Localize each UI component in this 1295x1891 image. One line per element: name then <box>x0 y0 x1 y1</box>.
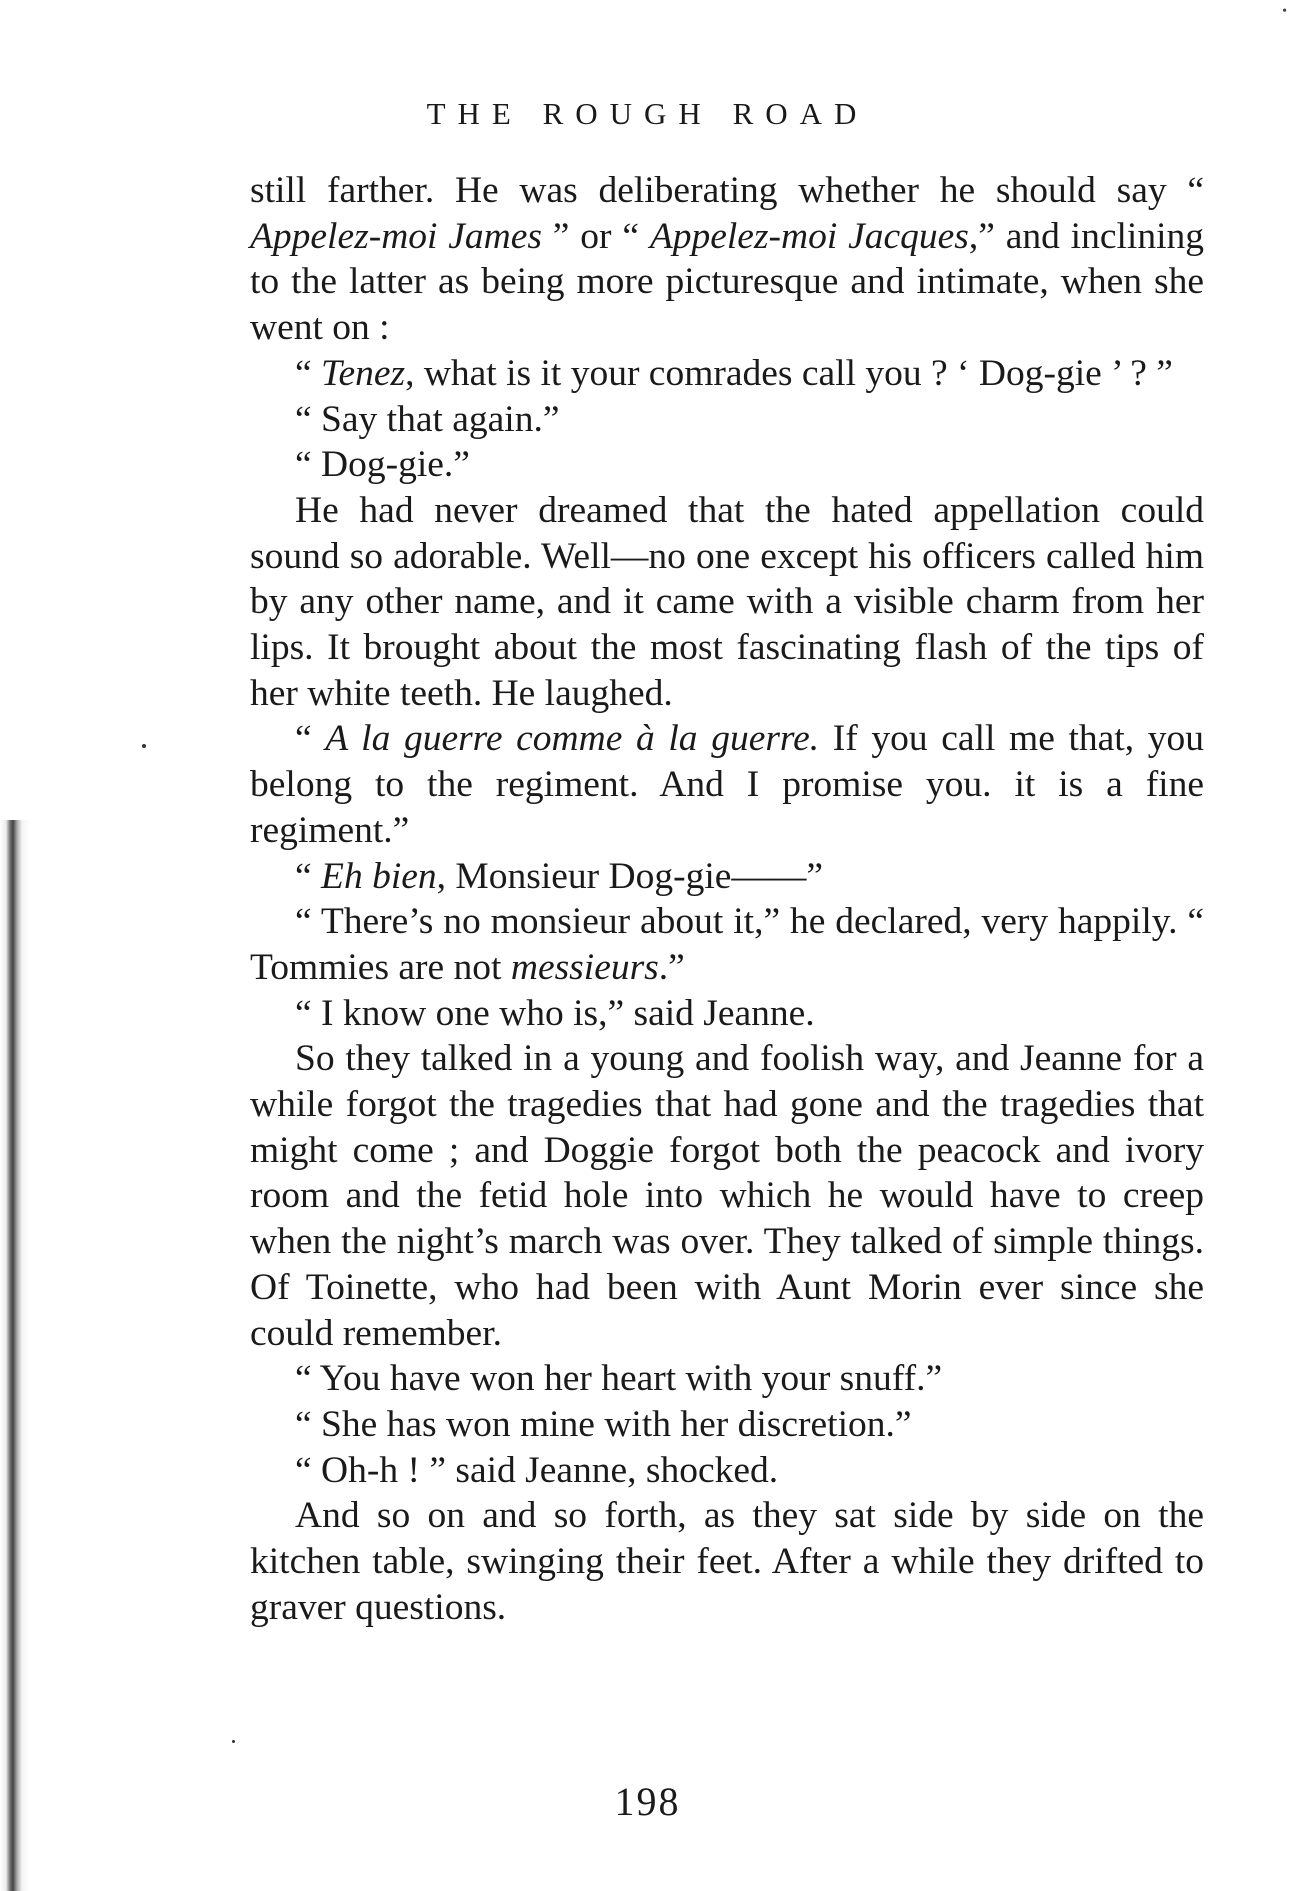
paragraph <box>250 397 1204 443</box>
paragraph <box>250 168 1204 351</box>
text-run: “ You have won her heart with your snuff.” <box>295 1358 943 1400</box>
text-run: ,” and inclining to the latter as being more picturesque and intimate, when she went on : <box>250 215 1204 349</box>
paragraph <box>250 716 1204 853</box>
binding-shadow <box>0 820 30 1891</box>
italic-run: A la guerre comme à la guerre. <box>325 718 820 760</box>
italic-run: Appelez-moi Jacques <box>649 215 969 257</box>
text-run: .” <box>658 946 685 988</box>
text-run: “ I know one who is,” said Jeanne. <box>295 992 815 1034</box>
italic-run: Eh bien <box>321 855 437 897</box>
ink-speck-icon <box>142 744 146 748</box>
paragraph <box>250 899 1204 990</box>
text-run: “ <box>295 352 322 394</box>
running-head: THE ROUGH ROAD <box>426 96 869 131</box>
paragraph <box>250 854 1204 900</box>
paragraph <box>250 991 1204 1037</box>
paragraph <box>250 488 1204 717</box>
paragraph <box>250 1493 1204 1630</box>
text-run: So they talked in a young and foolish way, and Jeanne for a while forgot the tragedies that had gone and the tragedies that might come ; and Doggie forgot both the peacock and ivory room and the fetid hole into which he would have to creep when the night’s march was over. They talked of simple things. Of Toinette, who had been with Aunt Morin ever since she could remember. <box>250 1038 1204 1354</box>
text-run: “ There’s no monsieur about it,” he declared, very happily. “ Tommies are not <box>250 901 1204 988</box>
italic-run: messieurs <box>510 946 659 988</box>
text-run: “ Oh-h ! ” said Jeanne, shocked. <box>295 1449 779 1491</box>
text-run: If you call me that, you belong to the regiment. And I promise you. it is a fine regiment.” <box>250 718 1204 851</box>
italic-run: Tenez <box>321 352 406 394</box>
ink-speck-icon <box>232 1740 235 1743</box>
paragraph <box>250 1448 1204 1494</box>
text-run: And so on and so forth, as they sat side by side on the kitchen table, swinging their feet. After a while they drifted to graver questions. <box>250 1495 1204 1628</box>
text-run: still farther. He was deliberating whether he should say “ <box>250 170 1204 211</box>
text-run: , Monsieur Dog-gie——” <box>436 855 824 897</box>
paragraph <box>250 1036 1204 1356</box>
text-run: “ Say that again.” <box>295 398 560 440</box>
text-run: “ Dog-gie.” <box>295 444 470 486</box>
paragraph <box>250 351 1204 397</box>
body-text <box>250 168 1204 1631</box>
page-number: 198 <box>614 1779 681 1824</box>
paragraph <box>250 1402 1204 1448</box>
italic-run: Appelez-moi James <box>250 215 542 257</box>
text-run: “ She has won mine with her discretion.” <box>295 1403 912 1445</box>
text-run: “ <box>295 855 322 897</box>
text-run: ” or “ <box>541 215 650 257</box>
text-run: , what is it your comrades call you ? ‘ Dog-gie ’ ? ” <box>405 352 1173 394</box>
text-run: He had never dreamed that the hated appellation could sound so adorable. Well—no one except his officers called him by any other name, and it came with a visible charm from her lips. It brought about the most fascinating flash of the tips of her white teeth. He laughed. <box>250 489 1204 714</box>
text-run: “ <box>295 718 326 760</box>
paragraph <box>250 442 1204 488</box>
corner-speck-icon: • <box>1282 4 1287 19</box>
paragraph <box>250 1356 1204 1402</box>
